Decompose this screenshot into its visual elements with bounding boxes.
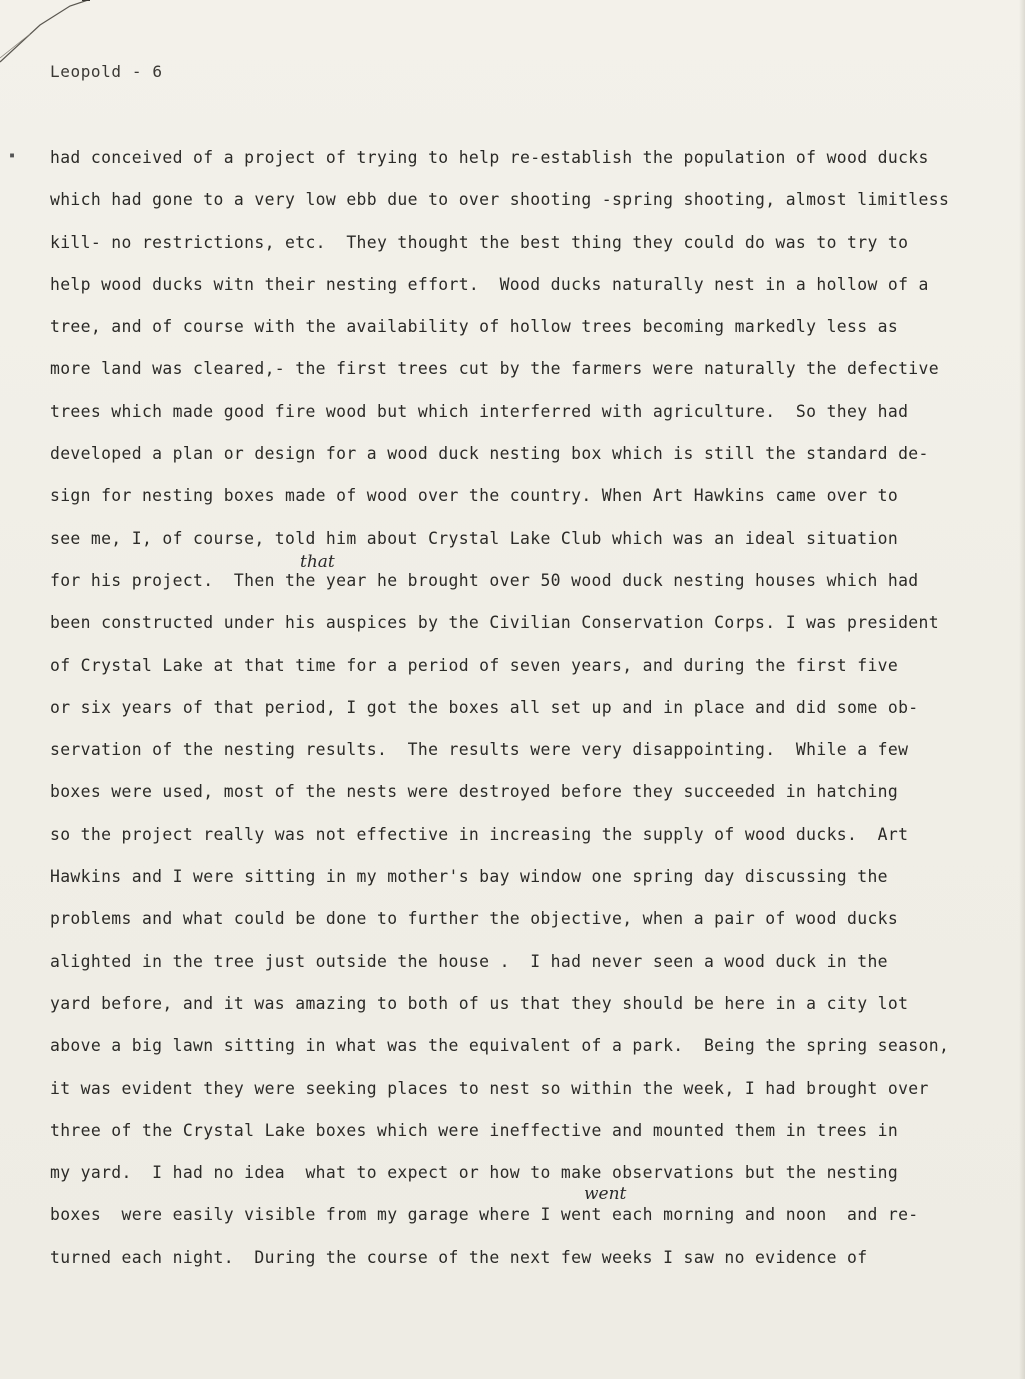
handwritten-insert-went: went: [584, 1184, 627, 1204]
handwritten-insert-that: that: [300, 552, 335, 572]
text-line: for his project. Then the year he brought over 50 wood duck nesting houses which had: [50, 570, 919, 590]
text-line: so the project really was not effective in increasing the supply of wood ducks. Art: [50, 824, 909, 844]
text-line: my yard. I had no idea what to expect or how to make observations but the nesting: [50, 1163, 899, 1183]
text-line: it was evident they were seeking places to nest so within the week, I had brought over: [50, 1078, 929, 1098]
text-line: alighted in the tree just outside the house . I had never seen a wood duck in the: [50, 951, 888, 971]
text-line: servation of the nesting results. The results were very disappointing. While a few: [50, 740, 909, 760]
text-line: problems and what could be done to further the objective, when a pair of wood ducks: [50, 909, 899, 929]
text-line: trees which made good fire wood but which interferred with agriculture. So they had: [50, 401, 909, 421]
text-line: developed a plan or design for a wood duck nesting box which is still the standard de-: [50, 444, 929, 464]
text-line: been constructed under his auspices by the Civilian Conservation Corps. I was president: [50, 613, 939, 633]
page-header: Leopold - 6: [50, 62, 163, 81]
text-line: sign for nesting boxes made of wood over the country. When Art Hawkins came over to: [50, 486, 899, 506]
text-line: kill- no restrictions, etc. They thought the best thing they could do was to try to: [50, 232, 909, 252]
margin-dot: ▪: [9, 150, 16, 161]
text-line: yard before, and it was amazing to both of us that they should be here in a city lot: [50, 993, 909, 1013]
text-line: boxes were easily visible from my garage where I went each morning and noon and re-: [50, 1205, 919, 1225]
text-line: above a big lawn sitting in what was the equivalent of a park. Being the spring season,: [50, 1036, 950, 1056]
body-text: [50, 146, 1000, 1288]
text-line: more land was cleared,- the first trees cut by the farmers were naturally the defective: [50, 359, 939, 379]
text-line: or six years of that period, I got the boxes all set up and in place and did some ob-: [50, 697, 919, 717]
corner-fold-mark: [0, 0, 90, 70]
text-line: Hawkins and I were sitting in my mother's bay window one spring day discussing the: [50, 867, 888, 887]
text-line: boxes were used, most of the nests were destroyed before they succeeded in hatching: [50, 782, 899, 802]
text-line: which had gone to a very low ebb due to over shooting -spring shooting, almost limitless: [50, 190, 950, 210]
text-line: of Crystal Lake at that time for a period of seven years, and during the first five: [50, 655, 899, 675]
text-line: turned each night. During the course of the next few weeks I saw no evidence of: [50, 1247, 868, 1267]
page-edge-shadow: [1019, 0, 1025, 1379]
text-line: three of the Crystal Lake boxes which were ineffective and mounted them in trees in: [50, 1120, 899, 1140]
text-line: tree, and of course with the availability of hollow trees becoming markedly less as: [50, 317, 899, 337]
text-line: had conceived of a project of trying to help re-establish the population of wood ducks: [50, 148, 929, 167]
text-line: see me, I, of course, told him about Crystal Lake Club which was an ideal situation: [50, 528, 899, 548]
text-line: help wood ducks witn their nesting effort. Wood ducks naturally nest in a hollow of a: [50, 274, 929, 294]
